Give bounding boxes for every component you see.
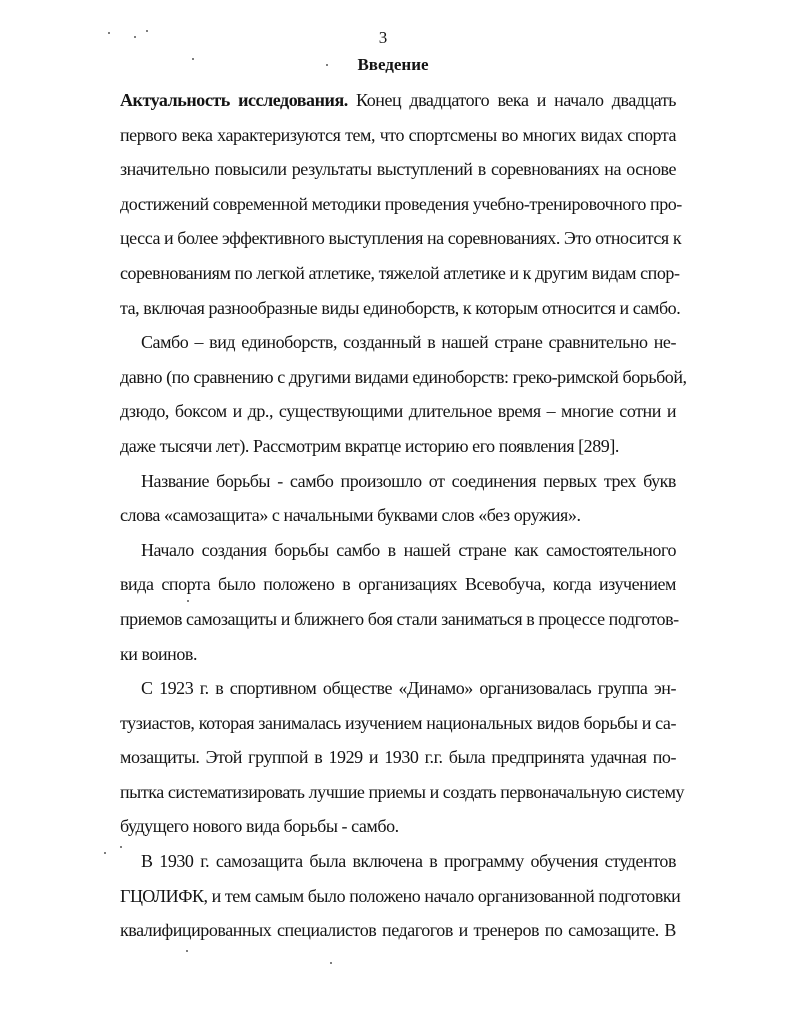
scan-speck xyxy=(186,950,188,952)
text-line: слова «самозащита» с начальными буквами слов «без оружия». xyxy=(120,505,581,526)
text-line: пытка систематизировать лучшие приемы и создать первоначальную систему xyxy=(120,781,685,802)
text-line: цесса и более эффективного выступления на соревнованиях. Это относится к xyxy=(120,228,682,249)
text-line: вида спорта было положено в организациях Всевобуча, когда изучением xyxy=(120,574,676,595)
lead-bold: Актуальность исследования. xyxy=(120,90,348,110)
text-line: В 1930 г. самозащита была включена в программу обучения студентов xyxy=(141,851,676,872)
text-span: Конец двадцатого века и начало двадцать xyxy=(347,90,677,110)
scan-speck xyxy=(330,962,332,964)
section-heading: Введение xyxy=(357,55,429,74)
text-line: даже тысячи лет). Рассмотрим вкратце историю его появления [289]. xyxy=(120,435,619,456)
text-line: Самбо – вид единоборств, созданный в нашей стране сравнительно не- xyxy=(141,332,676,353)
text-line xyxy=(120,83,676,118)
text-line: ГЦОЛИФК, и тем самым было положено начало организованной подготовки xyxy=(120,885,681,906)
text-line: давно (по сравнению с другими видами единоборств: греко-римской борьбой, xyxy=(120,366,687,387)
scan-speck xyxy=(187,600,189,602)
scan-speck xyxy=(192,58,194,60)
scan-speck xyxy=(134,36,136,38)
text-line: та, включая разнообразные виды единоборств, к которым относится и самбо. xyxy=(120,297,681,318)
text-line: ки воинов. xyxy=(120,643,198,664)
scan-speck xyxy=(326,64,328,66)
text-line: С 1923 г. в спортивном обществе «Динамо» организовалась группа эн- xyxy=(141,678,676,699)
scan-speck xyxy=(146,30,148,32)
text-line: будущего нового вида борьбы - самбо. xyxy=(120,816,399,837)
text-line: достижений современной методики проведения учебно-тренировочного про- xyxy=(120,193,682,214)
text-line: приемов самозащиты и ближнего боя стали заниматься в процессе подготов- xyxy=(120,608,679,629)
text-line: мозащиты. Этой группой в 1929 и 1930 г.г. была предпринята удачная по- xyxy=(120,747,676,768)
text-line: дзюдо, боксом и др., существующими длительное время – многие сотни и xyxy=(120,401,676,422)
text-line: первого века характеризуются тем, что спортсмены во многих видах спорта xyxy=(120,124,676,145)
scan-speck xyxy=(104,852,106,854)
text-line: квалифицированных специалистов педагогов и тренеров по самозащите. В xyxy=(120,920,676,941)
text-line: соревнованиям по легкой атлетике, тяжелой атлетике и к другим видам спор- xyxy=(120,262,680,283)
text-line: тузиастов, которая занималась изучением национальных видов борьбы и са- xyxy=(120,712,676,733)
text-line: значительно повысили результаты выступлений в соревнованиях на основе xyxy=(120,159,676,180)
scan-speck xyxy=(108,32,110,34)
page-number: 3 xyxy=(378,28,388,47)
scan-speck xyxy=(120,846,122,848)
text-line: Начало создания борьбы самбо в нашей стране как самостоятельного xyxy=(141,539,676,560)
text-line: Название борьбы - самбо произошло от соединения первых трех букв xyxy=(141,470,676,491)
document-body xyxy=(120,83,687,948)
